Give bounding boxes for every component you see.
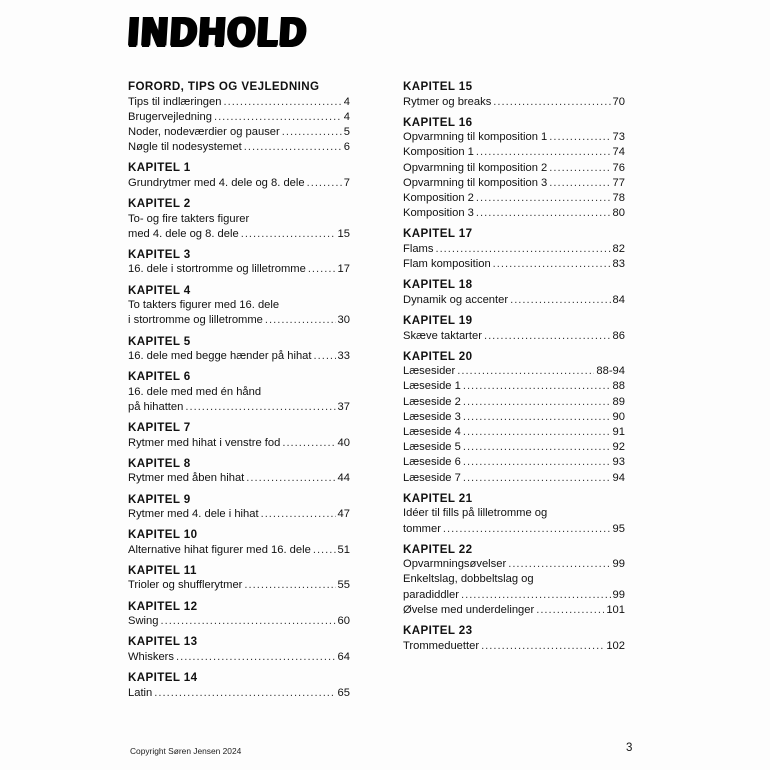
toc-section <box>128 195 350 242</box>
dot-leader <box>536 603 604 618</box>
entry-page-number: 74 <box>612 146 625 159</box>
dot-leader <box>493 95 610 110</box>
toc-entry <box>128 650 350 665</box>
entry-label-line: To takters figurer med 16. dele <box>128 299 280 312</box>
entry-label: i stortromme og lilletromme <box>128 314 263 327</box>
section-heading: KAPITEL 6 <box>128 370 191 384</box>
dot-leader <box>261 507 336 522</box>
toc-section <box>403 490 625 537</box>
toc-section <box>128 419 350 451</box>
section-heading: KAPITEL 23 <box>403 624 473 638</box>
toc-entry <box>403 603 625 618</box>
entry-page-number: 44 <box>337 472 350 485</box>
toc-entry <box>403 455 625 470</box>
toc-right-column <box>403 78 625 658</box>
entry-label: Latin <box>128 686 153 699</box>
entry-page-number: 6 <box>343 141 350 154</box>
section-heading: KAPITEL 5 <box>128 334 191 348</box>
entry-label: Dynamik og accenter <box>403 293 509 306</box>
toc-section <box>403 622 625 654</box>
toc-entry <box>128 110 350 125</box>
toc-entry <box>128 507 350 522</box>
entry-page-number: 47 <box>337 508 350 521</box>
entry-label: Komposition 1 <box>403 146 474 159</box>
entry-page-number: 33 <box>337 350 350 363</box>
entry-label: Læseside 2 <box>403 395 461 408</box>
toc-section <box>403 78 625 110</box>
entry-page-number: 95 <box>612 522 625 535</box>
dot-leader <box>476 145 611 160</box>
entry-label: Læseside 7 <box>403 471 461 484</box>
entry-page-number: 88-94 <box>596 365 625 378</box>
entry-page-number: 17 <box>337 263 350 276</box>
entry-page-number: 65 <box>337 686 350 699</box>
entry-label: Komposition 3 <box>403 207 474 220</box>
toc-entry <box>403 471 625 486</box>
page-title: INDHOLD <box>125 10 309 56</box>
dot-leader <box>246 471 335 486</box>
entry-label: Alternative hihat figurer med 16. dele <box>128 543 311 556</box>
entry-page-number: 15 <box>337 227 350 240</box>
toc-section <box>128 526 350 558</box>
entry-page-number: 86 <box>612 329 625 342</box>
section-heading: KAPITEL 4 <box>128 283 191 297</box>
entry-label: Swing <box>128 615 159 628</box>
entry-page-number: 91 <box>612 426 625 439</box>
entry-label: Grundrytmer med 4. dele og 8. dele <box>128 176 305 189</box>
section-heading: KAPITEL 10 <box>128 528 198 542</box>
dot-leader <box>443 522 611 537</box>
entry-page-number: 30 <box>337 314 350 327</box>
toc-entry <box>128 578 350 593</box>
toc-section <box>403 114 625 222</box>
entry-label: Trommeduetter <box>403 639 480 652</box>
dot-leader <box>549 176 610 191</box>
entry-label: Flam komposition <box>403 258 491 271</box>
entry-label: Trioler og shufflerytmer <box>128 579 243 592</box>
toc-section <box>403 541 625 618</box>
entry-label: Læseside 4 <box>403 426 461 439</box>
entry-page-number: 73 <box>612 131 625 144</box>
entry-page-number: 70 <box>612 95 625 108</box>
dot-leader <box>435 242 610 257</box>
dot-leader <box>314 349 336 364</box>
toc-entry <box>403 191 625 206</box>
entry-page-number: 88 <box>612 380 625 393</box>
entry-label: Whiskers <box>128 650 174 663</box>
toc-section <box>128 598 350 630</box>
toc-section <box>403 276 625 308</box>
entry-page-number: 92 <box>612 441 625 454</box>
dot-leader <box>493 257 611 272</box>
section-heading: KAPITEL 3 <box>128 247 191 261</box>
entry-page-number: 94 <box>612 471 625 484</box>
section-heading: KAPITEL 9 <box>128 492 191 506</box>
entry-page-number: 4 <box>343 95 350 108</box>
entry-page-number: 101 <box>606 603 625 616</box>
dot-leader <box>476 191 611 206</box>
toc-left-column <box>128 78 350 705</box>
entry-label: Nøgle til nodesystemet <box>128 141 242 154</box>
entry-label: Komposition 2 <box>403 192 474 205</box>
entry-label-line: Enkeltslag, dobbeltslag og <box>403 573 534 586</box>
entry-label: Rytmer og breaks <box>403 95 492 108</box>
entry-label-line: 16. dele med med én hånd <box>128 385 262 398</box>
toc-entry <box>128 227 350 242</box>
toc-entry <box>128 400 350 415</box>
toc-entry <box>128 349 350 364</box>
toc-entry <box>128 313 350 328</box>
section-heading: KAPITEL 8 <box>128 456 191 470</box>
dot-leader <box>549 130 610 145</box>
toc-section <box>403 348 625 486</box>
entry-label: Opvarmningsøvelser <box>403 558 507 571</box>
toc-entry <box>128 262 350 277</box>
entry-label: Læseside 6 <box>403 456 461 469</box>
dot-leader <box>463 471 611 486</box>
toc-section <box>128 669 350 701</box>
dot-leader <box>282 436 335 451</box>
dot-leader <box>176 650 336 665</box>
entry-page-number: 99 <box>612 588 625 601</box>
dot-leader <box>265 313 336 328</box>
entry-page-number: 89 <box>612 395 625 408</box>
section-heading: KAPITEL 13 <box>128 635 198 649</box>
dot-leader <box>461 588 611 603</box>
toc-entry <box>403 145 625 160</box>
toc-section <box>128 333 350 365</box>
entry-label: Opvarmning til komposition 1 <box>403 131 548 144</box>
section-heading: KAPITEL 11 <box>128 563 197 577</box>
section-heading: KAPITEL 19 <box>403 314 473 328</box>
entry-label: Rytmer med 4. dele i hihat <box>128 508 259 521</box>
dot-leader <box>307 176 342 191</box>
dot-leader <box>160 614 335 629</box>
toc-entry <box>403 425 625 440</box>
dot-leader <box>282 125 342 140</box>
toc-entry <box>128 436 350 451</box>
dot-leader <box>214 110 342 125</box>
entry-page-number: 60 <box>337 615 350 628</box>
toc-entry <box>403 257 625 272</box>
copyright-text: Copyright Søren Jensen 2024 <box>130 746 242 756</box>
dot-leader <box>481 639 604 654</box>
dot-leader <box>476 206 611 221</box>
entry-page-number: 40 <box>337 436 350 449</box>
toc-section <box>128 455 350 487</box>
dot-leader <box>463 410 611 425</box>
toc-entry <box>403 410 625 425</box>
entry-page-number: 51 <box>337 543 350 556</box>
toc-entry <box>128 471 350 486</box>
entry-label-line: To- og fire takters figurer <box>128 212 250 225</box>
toc-entry <box>403 206 625 221</box>
dot-leader <box>308 262 336 277</box>
toc-entry <box>403 379 625 394</box>
entry-label: Læseside 1 <box>403 380 461 393</box>
toc-section <box>403 312 625 344</box>
dot-leader <box>241 227 336 242</box>
section-heading: KAPITEL 2 <box>128 197 191 211</box>
entry-label: Noder, nodeværdier og pauser <box>128 125 280 138</box>
toc-entry <box>403 95 625 110</box>
toc-section <box>128 368 350 415</box>
dot-leader <box>463 440 611 455</box>
section-heading: KAPITEL 20 <box>403 349 473 363</box>
section-heading: KAPITEL 21 <box>403 491 473 505</box>
entry-label: tommer <box>403 522 441 535</box>
dot-leader <box>463 395 611 410</box>
dot-leader <box>223 95 341 110</box>
entry-label: Opvarmning til komposition 2 <box>403 161 548 174</box>
entry-page-number: 102 <box>606 639 625 652</box>
entry-label: 16. dele i stortromme og lilletromme <box>128 263 306 276</box>
dot-leader <box>463 379 611 394</box>
entry-page-number: 78 <box>612 192 625 205</box>
dot-leader <box>313 543 336 558</box>
dot-leader <box>463 455 611 470</box>
entry-label: Læseside 3 <box>403 410 461 423</box>
entry-page-number: 93 <box>612 456 625 469</box>
toc-entry <box>403 242 625 257</box>
toc-entry <box>403 395 625 410</box>
section-heading: KAPITEL 16 <box>403 115 473 129</box>
toc-entry <box>403 130 625 145</box>
entry-page-number: 99 <box>612 558 625 571</box>
section-heading: KAPITEL 18 <box>403 278 473 292</box>
section-heading: KAPITEL 22 <box>403 542 473 556</box>
entry-label-line: Idéer til fills på lilletromme og <box>403 507 548 520</box>
page-number: 3 <box>626 742 633 754</box>
toc-entry <box>403 440 625 455</box>
entry-page-number: 7 <box>343 176 350 189</box>
toc-entry <box>403 161 625 176</box>
entry-label: Skæve taktarter <box>403 329 482 342</box>
dot-leader <box>457 364 594 379</box>
entry-page-number: 5 <box>343 125 350 138</box>
dot-leader <box>508 557 610 572</box>
entry-page-number: 55 <box>337 579 350 592</box>
dot-leader <box>154 686 335 701</box>
toc-section <box>128 246 350 278</box>
entry-label: 16. dele med begge hænder på hihat <box>128 350 312 363</box>
toc-section <box>128 562 350 594</box>
toc-entry <box>128 686 350 701</box>
toc-entry <box>128 176 350 191</box>
entry-page-number: 4 <box>343 110 350 123</box>
entry-label: Rytmer med åben hihat <box>128 472 245 485</box>
entry-label: Læseside 5 <box>403 441 461 454</box>
dot-leader <box>484 329 611 344</box>
toc-entry <box>128 614 350 629</box>
dot-leader <box>185 400 335 415</box>
toc-entry <box>128 140 350 155</box>
section-heading: KAPITEL 14 <box>128 671 198 685</box>
dot-leader <box>244 578 335 593</box>
toc-section <box>128 159 350 191</box>
toc-entry <box>403 176 625 191</box>
entry-page-number: 84 <box>612 293 625 306</box>
toc-entry <box>403 293 625 308</box>
entry-page-number: 83 <box>612 258 625 271</box>
dot-leader <box>463 425 611 440</box>
entry-label: på hihatten <box>128 400 184 413</box>
entry-label: Flams <box>403 242 434 255</box>
entry-label: paradiddler <box>403 588 459 601</box>
toc-section <box>128 78 350 155</box>
toc-entry <box>403 588 625 603</box>
dot-leader <box>510 293 610 308</box>
section-heading: KAPITEL 15 <box>403 80 473 93</box>
entry-label: Opvarmning til komposition 3 <box>403 176 548 189</box>
entry-page-number: 82 <box>612 242 625 255</box>
toc-section <box>128 282 350 329</box>
entry-label: Brugervejledning <box>128 110 212 123</box>
toc-section <box>128 491 350 523</box>
toc-entry <box>403 364 625 379</box>
entry-page-number: 64 <box>337 650 350 663</box>
toc-section <box>403 225 625 272</box>
section-heading: FORORD, TIPS OG VEJLEDNING <box>128 80 320 93</box>
section-heading: KAPITEL 17 <box>403 227 473 241</box>
section-heading: KAPITEL 7 <box>128 421 191 435</box>
entry-label: Læsesider <box>403 365 456 378</box>
entry-page-number: 80 <box>612 207 625 220</box>
entry-page-number: 37 <box>337 400 350 413</box>
entry-page-number: 77 <box>612 176 625 189</box>
entry-label: Rytmer med hihat i venstre fod <box>128 436 281 449</box>
entry-page-number: 90 <box>612 410 625 423</box>
toc-entry <box>403 522 625 537</box>
toc-entry <box>128 95 350 110</box>
toc-section <box>128 633 350 665</box>
toc-entry <box>403 557 625 572</box>
entry-label: Øvelse med underdelinger <box>403 603 535 616</box>
entry-label: Tips til indlæringen <box>128 95 222 108</box>
dot-leader <box>549 161 610 176</box>
toc-entry <box>128 543 350 558</box>
entry-label: med 4. dele og 8. dele <box>128 227 239 240</box>
dot-leader <box>244 140 342 155</box>
toc-entry <box>403 329 625 344</box>
toc-entry <box>128 125 350 140</box>
toc-entry <box>403 639 625 654</box>
section-heading: KAPITEL 1 <box>128 161 191 175</box>
entry-page-number: 76 <box>612 161 625 174</box>
section-heading: KAPITEL 12 <box>128 599 198 613</box>
